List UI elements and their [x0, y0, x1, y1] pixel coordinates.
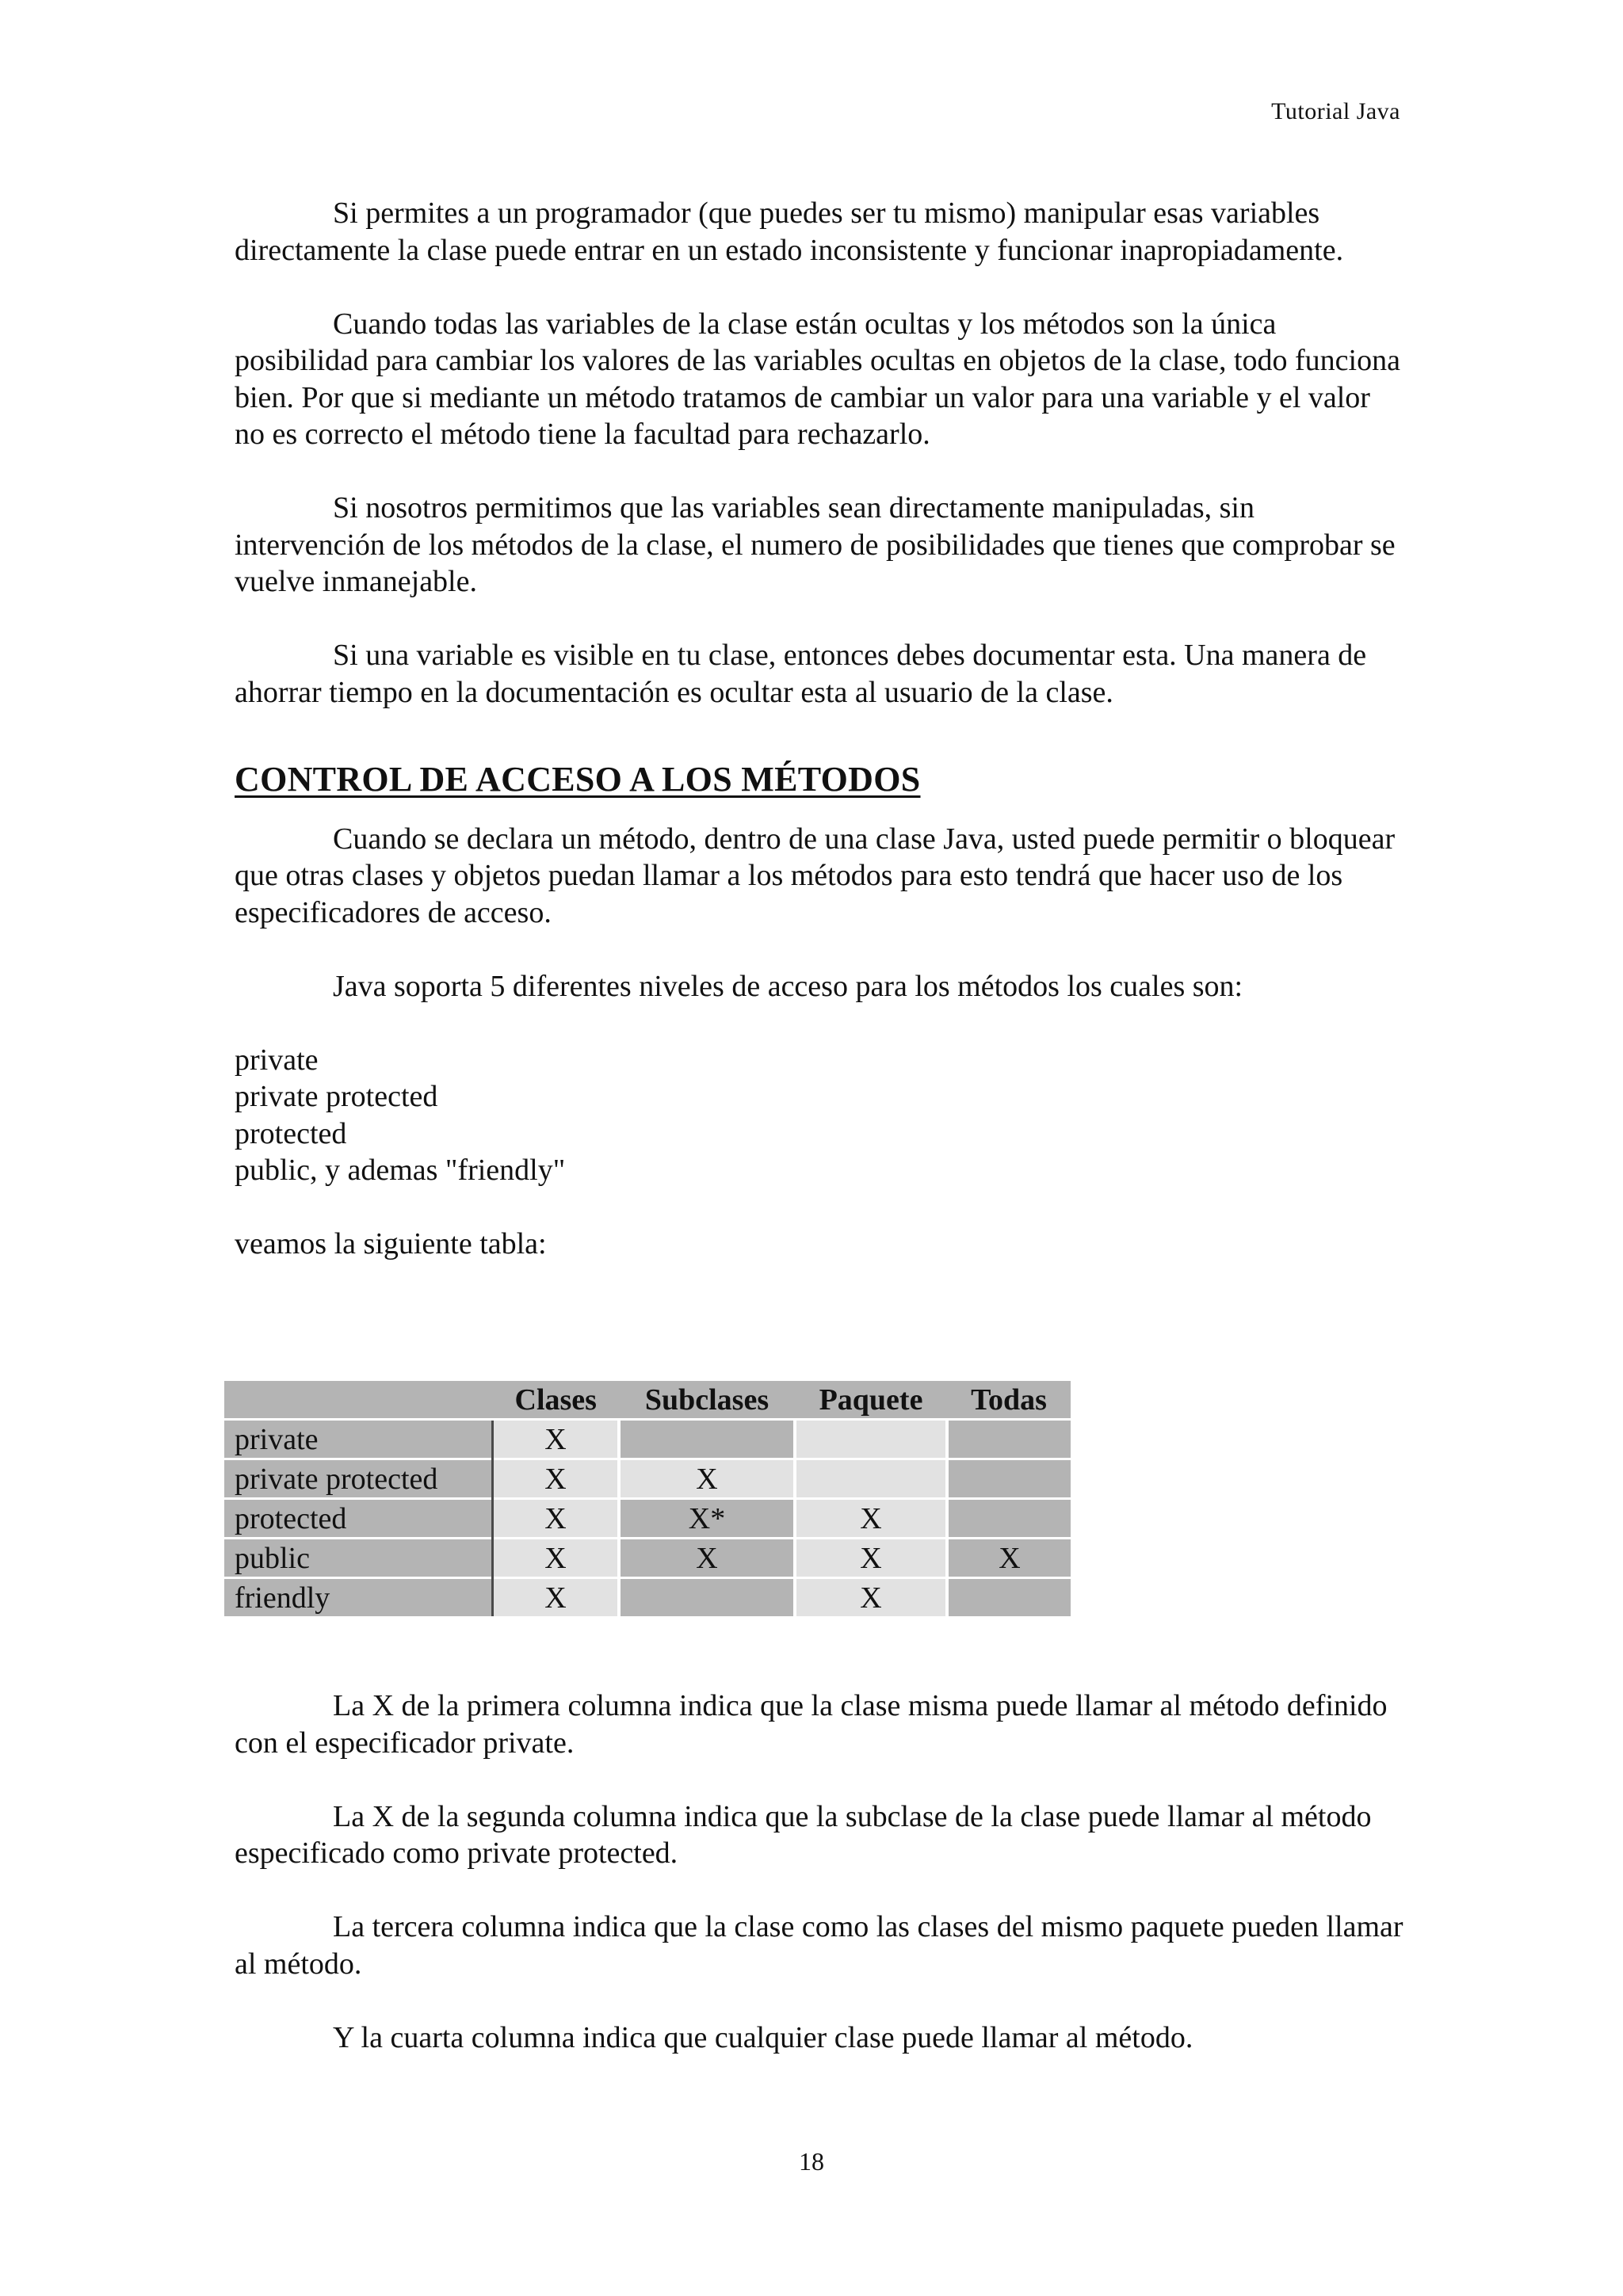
- access-table: [224, 1381, 1071, 1616]
- table-cell: [619, 1578, 795, 1617]
- table-row: [224, 1420, 1071, 1459]
- table-cell: X: [795, 1539, 947, 1578]
- paragraph: Y la cuarta columna indica que cualquier clase puede llamar al método.: [333, 2020, 1193, 2054]
- table-corner: [224, 1381, 493, 1420]
- row-label: protected: [224, 1499, 493, 1539]
- table-cell: X: [795, 1499, 947, 1539]
- list-item: public, y ademas "friendly": [235, 1154, 566, 1187]
- paragraph: La X de la primera columna indica que la clase misma puede llamar al método definido con el especificador private.: [235, 1689, 1388, 1760]
- paragraph: Cuando se declara un método, dentro de una clase Java, usted puede permitir o bloquear que otras clases y objetos puedan llamar a los métodos para esto tendrá que hacer uso de los especificadores de acceso.: [235, 822, 1396, 929]
- list-item: protected: [235, 1116, 347, 1150]
- paragraph: Si permites a un programador (que puedes ser tu mismo) manipular esas variables directamente la clase puede entrar en un estado inconsistente y funcionar inapropiadamente.: [235, 196, 1344, 267]
- table-cell: X: [493, 1578, 620, 1617]
- paragraph: La X de la segunda columna indica que la subclase de la clase puede llamar al método especificado como private protected.: [235, 1799, 1372, 1870]
- table-cell: X: [947, 1539, 1071, 1578]
- table-header-row: [224, 1381, 1071, 1420]
- table-cell: [795, 1459, 947, 1499]
- row-label: public: [224, 1539, 493, 1578]
- column-header: Subclases: [619, 1381, 795, 1420]
- table-row: [224, 1459, 1071, 1499]
- paragraph: Java soporta 5 diferentes niveles de acceso para los métodos los cuales son:: [333, 969, 1243, 1003]
- table-cell: [947, 1459, 1071, 1499]
- row-label: private: [224, 1420, 493, 1459]
- table-cell: [947, 1578, 1071, 1617]
- column-header: Paquete: [795, 1381, 947, 1420]
- row-label: friendly: [224, 1578, 493, 1617]
- table-cell: [947, 1499, 1071, 1539]
- explanation-content: [235, 1688, 1407, 2093]
- section-heading: CONTROL DE ACCESO A LOS MÉTODOS: [235, 760, 921, 799]
- page-number: 18: [799, 2147, 824, 2176]
- table-cell: [619, 1420, 795, 1459]
- table-cell: [947, 1420, 1071, 1459]
- access-levels-list: [235, 1042, 1407, 1189]
- table-cell: [795, 1420, 947, 1459]
- table-cell: X: [493, 1499, 620, 1539]
- table-cell: X: [619, 1459, 795, 1499]
- list-item: private protected: [235, 1080, 438, 1113]
- column-header: Todas: [947, 1381, 1071, 1420]
- table-row: [224, 1578, 1071, 1617]
- list-item: private: [235, 1043, 319, 1077]
- main-content: [235, 195, 1407, 1299]
- table-cell: X: [619, 1539, 795, 1578]
- paragraph: Si nosotros permitimos que las variables sean directamente manipuladas, sin intervención de los métodos de la clase, el numero de posibilidades que tienes que comprobar se vuelve inmanejable.: [235, 491, 1396, 598]
- table-cell: X: [795, 1578, 947, 1617]
- table-body: [224, 1420, 1071, 1617]
- paragraph: La tercera columna indica que la clase como las clases del mismo paquete pueden llamar al método.: [235, 1910, 1403, 1981]
- table-cell: X: [493, 1459, 620, 1499]
- paragraph: Cuando todas las variables de la clase están ocultas y los métodos son la única posibilidad para cambiar los valores de las variables ocultas en objetos de la clase, todo funciona bien. Por que si mediante un método tratamos de cambiar un valor para una variable y el valor no es correcto el método tiene la facultad para rechazarlo.: [235, 307, 1400, 451]
- table-cell: X*: [619, 1499, 795, 1539]
- table-cell: X: [493, 1420, 620, 1459]
- column-header: Clases: [493, 1381, 620, 1420]
- running-header: Tutorial Java: [1271, 98, 1400, 124]
- table-row: [224, 1499, 1071, 1539]
- paragraph: Si una variable es visible en tu clase, entonces debes documentar esta. Una manera de ahorrar tiempo en la documentación es ocultar esta al usuario de la clase.: [235, 639, 1367, 709]
- table-cell: X: [493, 1539, 620, 1578]
- row-label: private protected: [224, 1459, 493, 1499]
- table-row: [224, 1539, 1071, 1578]
- table-intro: veamos la siguiente tabla:: [235, 1227, 547, 1261]
